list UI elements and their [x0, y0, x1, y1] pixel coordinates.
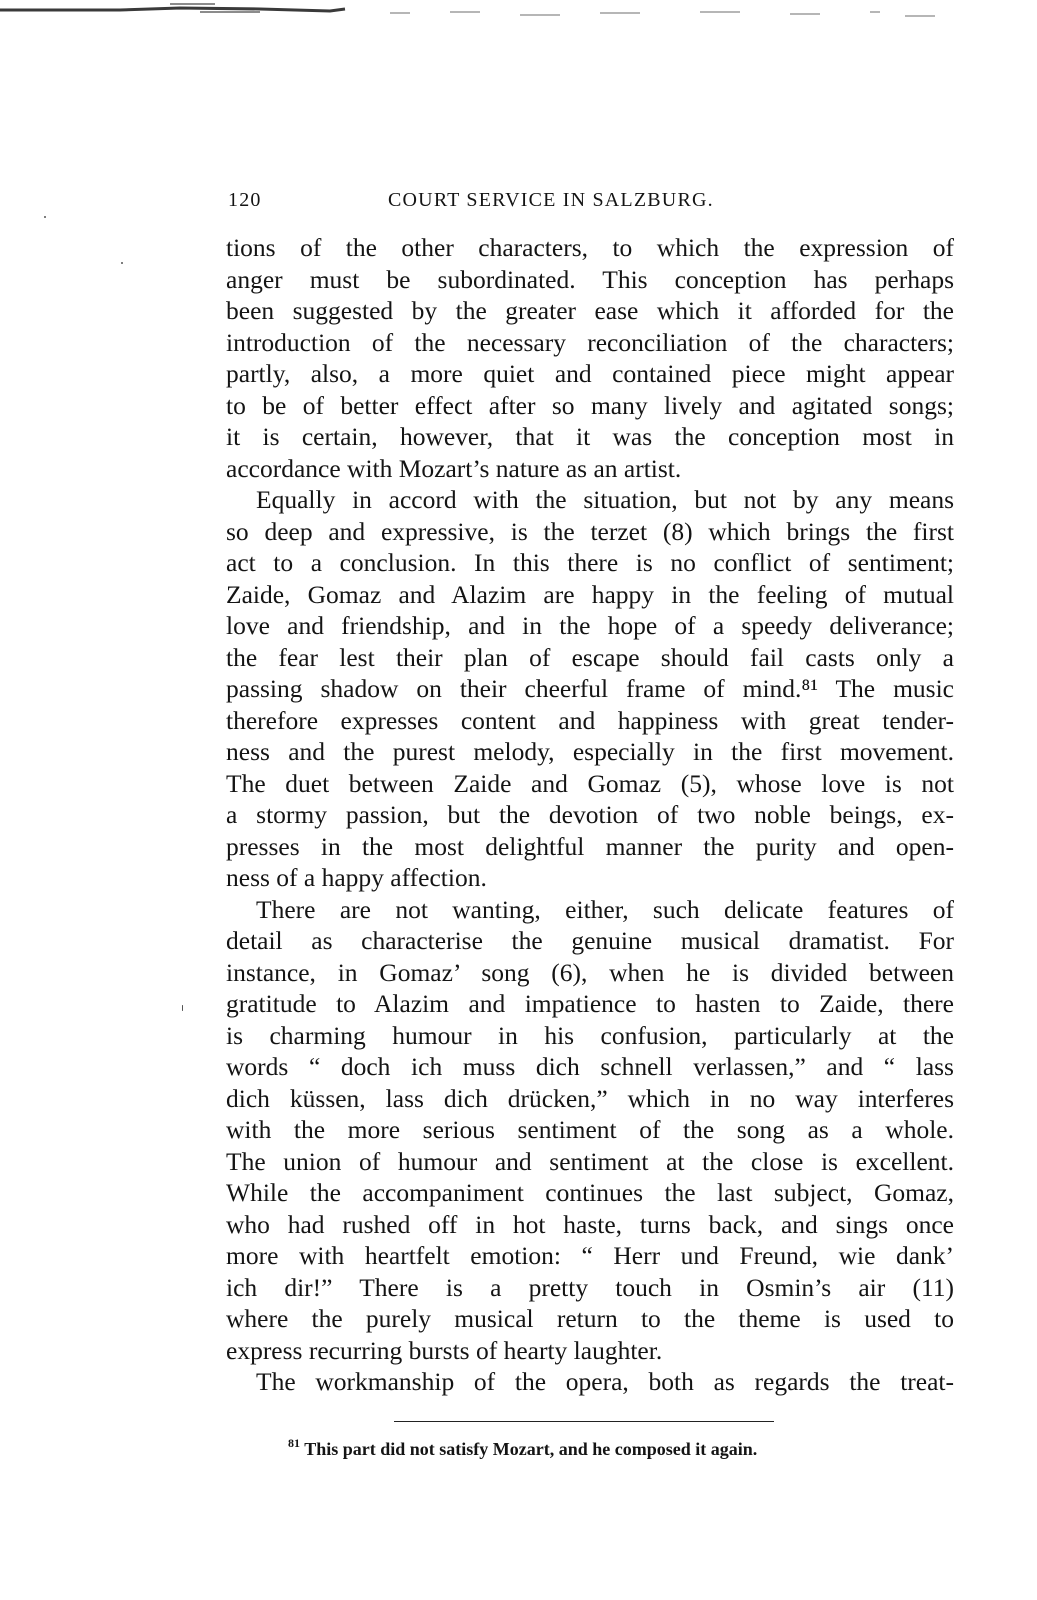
page-number: 120 [228, 189, 262, 211]
text-line: While the accompaniment continues the last subject, Gomaz, [226, 1178, 954, 1207]
text-line: love and friendship, and in the hope of a speedy deliverance; [226, 611, 954, 640]
footnote [288, 1436, 757, 1460]
text-line: who had rushed off in hot haste, turns back, and sings once [226, 1209, 954, 1239]
text-line: The workmanship of the opera, both as regards the treat- [256, 1367, 954, 1396]
scan-edge-noise [0, 0, 1037, 34]
text-line: words “ doch ich muss dich schnell verlassen,” and “ lass [226, 1052, 954, 1081]
text-line: The duet between Zaide and Gomaz (5), whose love is not [226, 768, 954, 798]
text-line: express recurring bursts of hearty laughter. [226, 1335, 663, 1365]
text-line: dich küssen, lass dich drücken,” which in no way interferes [226, 1083, 954, 1113]
text-line: instance, in Gomaz’ song (6), when he is divided between [226, 957, 954, 987]
text-line: introduction of the necessary reconciliation of the characters; [226, 327, 954, 357]
footnote-text: This part did not satisfy Mozart, and he composed it again. [304, 1439, 758, 1459]
text-line: it is certain, however, that it was the conception most in [226, 422, 954, 451]
text-line: ness of a happy affection. [226, 863, 487, 892]
text-line: to be of better effect after so many lively and agitated songs; [226, 390, 954, 420]
footnote-divider [394, 1421, 774, 1422]
text-line: anger must be subordinated. This conception has perhaps [226, 264, 954, 294]
text-line: is charming humour in his confusion, particularly at the [226, 1020, 954, 1050]
text-line: The union of humour and sentiment at the close is excellent. [226, 1146, 954, 1176]
text-line: gratitude to Alazim and impatience to hasten to Zaide, there [226, 989, 954, 1018]
text-line: ness and the purest melody, especially in the first movement. [226, 737, 954, 766]
text-line: Equally in accord with the situation, but not by any means [256, 485, 954, 514]
text-line: act to a conclusion. In this there is no conflict of sentiment; [226, 548, 954, 577]
text-line: partly, also, a more quiet and contained piece might appear [226, 359, 954, 388]
body-text [226, 232, 954, 1398]
text-line: accordance with Mozart’s nature as an artist. [226, 453, 682, 483]
text-line: tions of the other characters, to which the expression of [226, 233, 954, 262]
text-line: presses in the most delightful manner the purity and open- [226, 831, 954, 861]
text-line: a stormy passion, but the devotion of two noble beings, ex- [226, 800, 954, 829]
text-line: ich dir!” There is a pretty touch in Osmin’s air (11) [226, 1272, 954, 1302]
text-line: There are not wanting, either, such delicate features of [256, 894, 954, 924]
running-title: COURT SERVICE IN SALZBURG. [388, 189, 714, 211]
text-line: the fear lest their plan of escape should fail casts only a [226, 642, 954, 672]
scan-speck [182, 1005, 183, 1011]
text-line: been suggested by the greater ease which it afforded for the [226, 296, 954, 325]
text-line: with the more serious sentiment of the song as a whole. [226, 1115, 954, 1144]
text-line: where the purely musical return to the theme is used to [226, 1304, 954, 1333]
footnote-marker: 81 [288, 1436, 300, 1450]
text-line: so deep and expressive, is the terzet (8) which brings the first [226, 516, 954, 546]
page-header [228, 183, 952, 217]
text-line: detail as characterise the genuine musical dramatist. For [226, 926, 954, 955]
scan-speck [44, 216, 46, 218]
text-line: more with heartfelt emotion: “ Herr und Freund, wie dank’ [226, 1241, 954, 1270]
text-line: therefore expresses content and happiness with great tender- [226, 705, 954, 735]
text-line: passing shadow on their cheerful frame of mind.⁸¹ The music [226, 674, 954, 703]
scan-speck [121, 262, 123, 264]
text-line: Zaide, Gomaz and Alazim are happy in the feeling of mutual [226, 579, 954, 609]
